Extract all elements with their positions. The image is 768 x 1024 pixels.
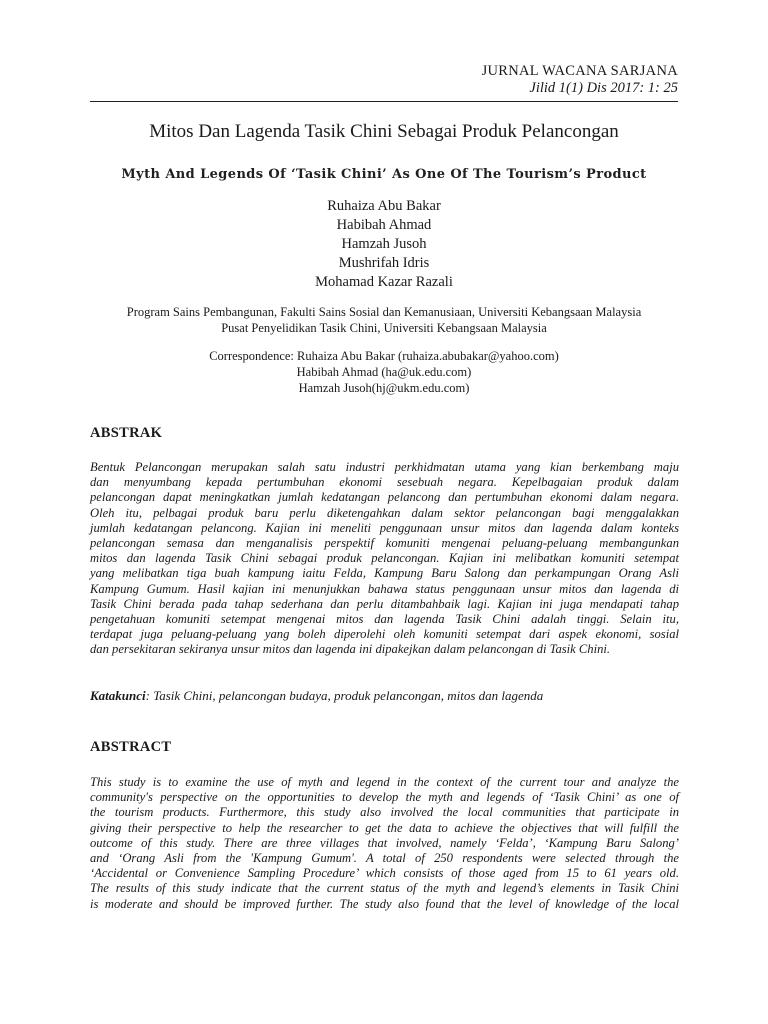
correspondence-line: Habibah Ahmad (ha@uk.edu.com): [296, 365, 472, 379]
abstrak-line: Kampung Gumum. Hasil kajian ini menunjukkan bahawa status penggunaan unsur mitos dan lagenda di: [90, 581, 679, 596]
correspondence-line: Hamzah Jusoh(hj@ukm.edu.com): [298, 381, 470, 395]
author-name: Mohamad Kazar Razali: [315, 274, 453, 290]
correspondence: [0, 348, 768, 396]
abstract-line: community's perspective on the opportunities to develop the myth and legends of ‘Tasik Chini’ as one of: [90, 790, 679, 805]
header-divider: [90, 101, 678, 102]
affiliation-line: Program Sains Pembangunan, Fakulti Sains Sosial dan Kemanusiaan, Universiti Kebangsaan Malaysia: [126, 305, 642, 319]
journal-name: JURNAL WACANA SARJANA: [481, 63, 678, 79]
abstrak-line: yang melibatkan tiga buah kampung iaitu Felda, Kampung Baru Salong dan perkampungan Orang Asli: [90, 566, 679, 581]
abstract-heading: ABSTRACT: [90, 739, 172, 755]
abstract-line: the tourism products. Furthermore, this study also involved the local communities that participate in: [90, 805, 679, 820]
keywords-label: Katakunci: [90, 688, 146, 703]
abstrak-line: dan persekitaran sekiranya unsur mitos dan lagenda ini dipakejkan dalam pelancongan di Tasik Chini.: [90, 642, 611, 657]
author-name: Ruhaiza Abu Bakar: [327, 198, 441, 214]
author-list: [0, 197, 768, 292]
abstract-paragraph: [90, 775, 679, 912]
abstrak-line: Oleh itu, pelbagai produk baru perlu diketengahkan dalam sektor pelancongan bagi menggalakkan: [90, 505, 679, 520]
journal-issue: Jilid 1(1) Dis 2017: 1: 25: [529, 80, 678, 96]
abstrak-paragraph: [90, 460, 679, 658]
abstrak-line: terdapat juga peluang-peluang yang boleh diperolehi oleh komuniti setempat dari aspek ekonomi, sosial: [90, 627, 679, 642]
keywords-values: : Tasik Chini, pelancongan budaya, produk pelancongan, mitos dan lagenda: [145, 688, 544, 703]
affiliation-line: Pusat Penyelidikan Tasik Chini, Universiti Kebangsaan Malaysia: [221, 321, 547, 335]
abstrak-line: pelancongan dapat meningkatkan jumlah kedatangan pelancong dan pertumbuhan ekonomi dalam negara.: [90, 490, 679, 505]
author-name: Mushrifah Idris: [338, 255, 430, 271]
abstract-line: outcome of this study. There are three villages that involved, namely ‘Felda’, ‘Kampung Baru Salong’: [90, 835, 679, 850]
abstract-line: The results of this study indicate that the current status of the myth and legend’s elements in Tasik Chini: [90, 881, 679, 896]
abstrak-line: pelancongan semasa dan menganalisis perspektif komuniti mengenai peluang-peluang membangunkan: [90, 536, 679, 551]
correspondence-line: Correspondence: Ruhaiza Abu Bakar (ruhaiza.abubakar@yahoo.com): [209, 349, 559, 363]
author-name: Habibah Ahmad: [336, 217, 432, 233]
abstrak-line: Tasik Chini berada pada tahap sederhana dan perlu ditambahbaik lagi. Kajian ini juga mendapati tahap: [90, 596, 679, 611]
author-name: Hamzah Jusoh: [341, 236, 427, 252]
abstract-line: This study is to examine the use of myth and legend in the context of the current tour and analyze the: [90, 775, 679, 789]
abstrak-heading: ABSTRAK: [90, 425, 163, 441]
abstrak-line: jumlah kedatangan pelancong. Kajian ini meneliti penggunaan unsur mitos dan lagenda dalam konteks: [90, 520, 679, 535]
abstract-line: giving their perspective to help the researcher to get the data to achieve the objectives that will fulfill the: [90, 820, 679, 835]
paper-subtitle: Myth And Legends Of ‘Tasik Chini’ As One Of The Tourism’s Product: [121, 167, 647, 182]
abstrak-line: Bentuk Pelancongan merupakan salah satu industri perkhidmatan utama yang kian berkembang maju: [90, 460, 679, 474]
abstrak-line: mitos dan lagenda Tasik Chini sebagai produk pelancongan. Kajian ini melibatkan komuniti setempat: [90, 551, 679, 566]
abstrak-line: pengetahuan komuniti setempat mengenai mitos dan lagenda Tasik Chini adalah tinggi. Selain itu,: [90, 612, 679, 627]
abstract-line: ‘Accidental or Convenience Sampling Procedure’ which consists of those aged from 15 to 61 years old.: [90, 866, 679, 881]
abstract-line: and ‘Orang Asli from the 'Kampung Gumum'. A total of 250 respondents were selected through the: [90, 851, 679, 866]
paper-title: Mitos Dan Lagenda Tasik Chini Sebagai Produk Pelancongan: [149, 121, 619, 142]
journal-header: [482, 63, 678, 97]
abstract-line: is moderate and should be improved further. The study also found that the level of knowledge of the local: [90, 896, 679, 911]
affiliations: [0, 304, 768, 336]
keywords: [90, 688, 543, 704]
abstrak-line: dan menyumbang kepada pertumbuhan ekonomi sesebuah negara. Kepelbagaian produk dalam: [90, 475, 679, 490]
